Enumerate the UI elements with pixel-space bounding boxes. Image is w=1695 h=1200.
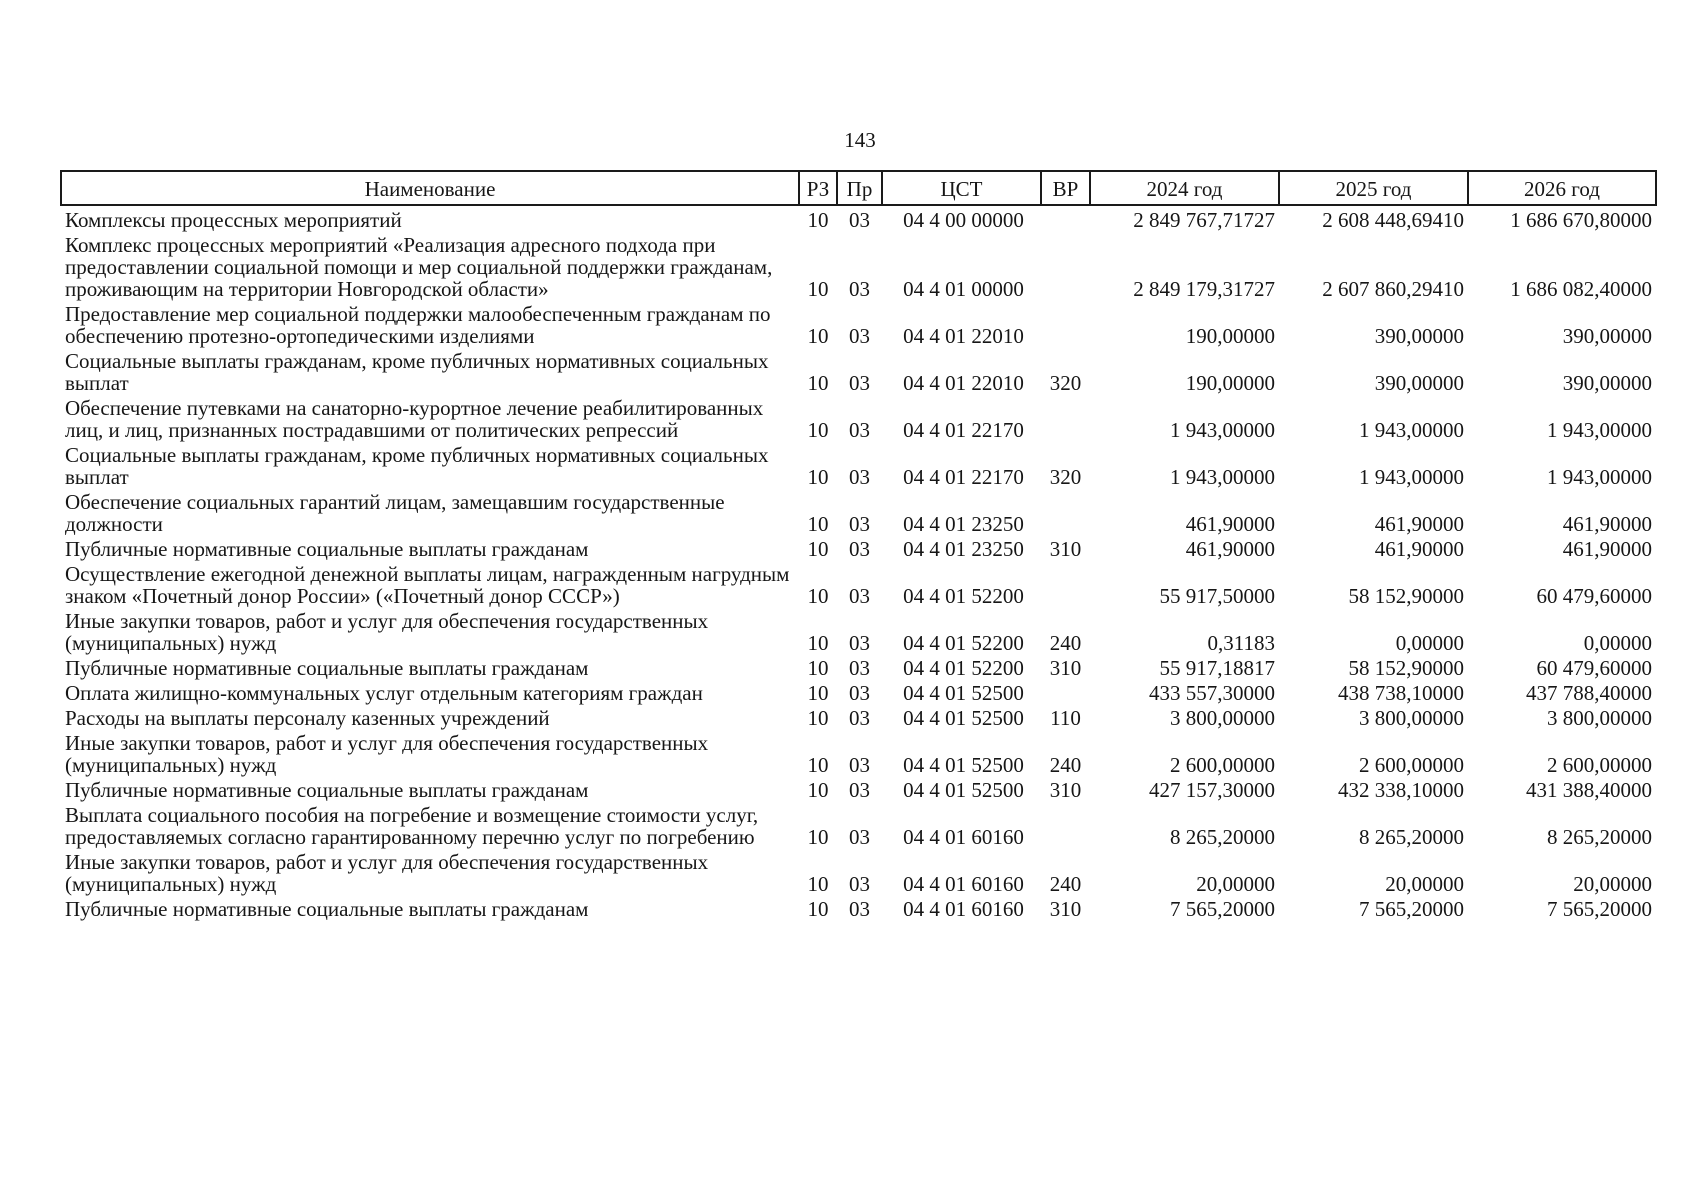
header-cst: ЦСТ <box>882 171 1041 205</box>
table-row <box>61 895 1656 920</box>
row-vr <box>1041 560 1090 607</box>
row-amount-2025: 2 607 860,29410 <box>1322 277 1464 301</box>
row-pr: 03 <box>849 681 870 705</box>
row-rz: 10 <box>807 872 829 896</box>
row-amount-2024: 2 600,00000 <box>1170 753 1275 777</box>
header-2026: 2026 год <box>1468 171 1656 205</box>
row-rz: 10 <box>807 537 829 561</box>
page-number: 143 <box>844 128 876 152</box>
row-amount-2025: 390,00000 <box>1374 324 1464 348</box>
table-row <box>61 300 1656 347</box>
row-amount-2026: 390,00000 <box>1562 371 1652 395</box>
header-row <box>61 171 1656 205</box>
row-cst: 04 4 01 60160 <box>903 825 1024 849</box>
row-pr: 03 <box>849 418 870 442</box>
row-amount-2026: 431 388,40000 <box>1526 778 1652 802</box>
row-name: Обеспечение социальных гарантий лицам, замещавшим государственные должности <box>65 490 725 536</box>
row-rz: 10 <box>807 631 829 655</box>
row-name: Обеспечение путевками на санаторно-курортное лечение реабилитированных лиц, и лиц, признанных пострадавшими от политических репрессий <box>65 396 764 442</box>
row-cst: 04 4 01 52500 <box>903 681 1024 705</box>
row-name: Оплата жилищно-коммунальных услуг отдельным категориям граждан <box>65 681 703 705</box>
row-name: Иные закупки товаров, работ и услуг для обеспечения государственных (муниципальных) нужд <box>65 609 709 655</box>
row-pr: 03 <box>849 584 870 608</box>
row-amount-2025: 1 943,00000 <box>1359 465 1464 489</box>
row-amount-2026: 1 943,00000 <box>1547 418 1652 442</box>
row-rz: 10 <box>807 512 829 536</box>
row-pr: 03 <box>849 537 870 561</box>
row-amount-2024: 55 917,18817 <box>1159 656 1275 680</box>
row-pr: 03 <box>849 208 870 232</box>
row-amount-2026: 2 600,00000 <box>1547 753 1652 777</box>
row-amount-2024: 3 800,00000 <box>1170 706 1275 730</box>
row-rz: 10 <box>807 418 829 442</box>
row-vr: 110 <box>1050 706 1081 730</box>
row-vr <box>1041 679 1090 704</box>
row-name: Комплексы процессных мероприятий <box>65 208 402 232</box>
row-pr: 03 <box>849 872 870 896</box>
row-amount-2025: 2 600,00000 <box>1359 753 1464 777</box>
row-amount-2024: 55 917,50000 <box>1159 584 1275 608</box>
row-vr <box>1041 205 1090 231</box>
row-name: Осуществление ежегодной денежной выплаты лицам, награжденным нагрудным знаком «Почетный донор России» («Почетный донор СССР») <box>65 562 790 608</box>
row-amount-2026: 437 788,40000 <box>1526 681 1652 705</box>
row-amount-2024: 7 565,20000 <box>1170 897 1275 921</box>
row-amount-2026: 461,90000 <box>1562 537 1652 561</box>
row-rz: 10 <box>807 465 829 489</box>
row-rz: 10 <box>807 897 829 921</box>
row-name: Иные закупки товаров, работ и услуг для обеспечения государственных (муниципальных) нужд <box>65 850 709 896</box>
row-amount-2026: 1 943,00000 <box>1547 465 1652 489</box>
row-amount-2024: 461,90000 <box>1185 537 1275 561</box>
row-amount-2026: 8 265,20000 <box>1547 825 1652 849</box>
row-amount-2024: 8 265,20000 <box>1170 825 1275 849</box>
row-name: Публичные нормативные социальные выплаты гражданам <box>65 778 589 802</box>
row-rz: 10 <box>807 681 829 705</box>
row-amount-2026: 1 686 082,40000 <box>1510 277 1652 301</box>
row-amount-2025: 58 152,90000 <box>1348 584 1464 608</box>
row-amount-2026: 0,00000 <box>1583 631 1652 655</box>
row-amount-2024: 461,90000 <box>1185 512 1275 536</box>
row-vr: 310 <box>1049 897 1082 921</box>
row-cst: 04 4 01 22010 <box>903 324 1024 348</box>
row-pr: 03 <box>849 324 870 348</box>
row-pr: 03 <box>849 778 870 802</box>
row-amount-2026: 461,90000 <box>1562 512 1652 536</box>
row-vr: 240 <box>1049 631 1082 655</box>
row-name: Иные закупки товаров, работ и услуг для обеспечения государственных (муниципальных) нужд <box>65 731 709 777</box>
row-amount-2025: 438 738,10000 <box>1338 681 1464 705</box>
table-row <box>61 607 1656 654</box>
row-rz: 10 <box>807 371 829 395</box>
row-cst: 04 4 01 52200 <box>903 631 1024 655</box>
row-cst: 04 4 01 23250 <box>903 512 1024 536</box>
row-name: Социальные выплаты гражданам, кроме публичных нормативных социальных выплат <box>65 443 769 489</box>
row-rz: 10 <box>807 584 829 608</box>
table-row <box>61 560 1656 607</box>
row-amount-2025: 0,00000 <box>1395 631 1464 655</box>
table-row <box>61 488 1656 535</box>
budget-table <box>60 170 1657 920</box>
row-amount-2025: 1 943,00000 <box>1359 418 1464 442</box>
row-cst: 04 4 01 00000 <box>903 277 1024 301</box>
row-cst: 04 4 01 23250 <box>903 537 1024 561</box>
row-cst: 04 4 01 22170 <box>903 418 1024 442</box>
row-amount-2026: 60 479,60000 <box>1536 656 1652 680</box>
table-row <box>61 441 1656 488</box>
row-vr: 240 <box>1049 872 1082 896</box>
row-rz: 10 <box>807 324 829 348</box>
row-vr <box>1041 801 1090 848</box>
row-cst: 04 4 01 52200 <box>903 656 1024 680</box>
row-amount-2024: 1 943,00000 <box>1170 418 1275 442</box>
row-amount-2025: 7 565,20000 <box>1359 897 1464 921</box>
row-rz: 10 <box>807 825 829 849</box>
row-vr: 240 <box>1049 753 1082 777</box>
row-amount-2024: 1 943,00000 <box>1170 465 1275 489</box>
row-amount-2025: 2 608 448,69410 <box>1322 208 1464 232</box>
row-pr: 03 <box>849 706 870 730</box>
table-row <box>61 801 1656 848</box>
row-cst: 04 4 01 22010 <box>903 371 1024 395</box>
row-rz: 10 <box>807 656 829 680</box>
row-pr: 03 <box>849 825 870 849</box>
row-vr <box>1041 300 1090 347</box>
row-cst: 04 4 01 22170 <box>903 465 1024 489</box>
row-amount-2024: 2 849 767,71727 <box>1133 208 1275 232</box>
header-name: Наименование <box>61 171 799 205</box>
row-pr: 03 <box>849 656 870 680</box>
table-row <box>61 205 1656 231</box>
table-row <box>61 231 1656 300</box>
row-amount-2026: 60 479,60000 <box>1536 584 1652 608</box>
row-amount-2025: 20,00000 <box>1385 872 1464 896</box>
row-name: Публичные нормативные социальные выплаты гражданам <box>65 656 589 680</box>
row-cst: 04 4 01 52200 <box>903 584 1024 608</box>
row-vr: 310 <box>1049 656 1082 680</box>
table-header <box>61 171 1656 205</box>
row-vr: 320 <box>1049 371 1082 395</box>
row-pr: 03 <box>849 897 870 921</box>
header-pr: Пр <box>837 171 882 205</box>
row-vr <box>1041 488 1090 535</box>
row-amount-2025: 432 338,10000 <box>1338 778 1464 802</box>
row-amount-2025: 461,90000 <box>1374 537 1464 561</box>
row-name: Публичные нормативные социальные выплаты гражданам <box>65 897 589 921</box>
row-amount-2024: 0,31183 <box>1207 631 1275 655</box>
table-row <box>61 394 1656 441</box>
row-cst: 04 4 01 52500 <box>903 753 1024 777</box>
row-vr: 320 <box>1049 465 1082 489</box>
row-name: Предоставление мер социальной поддержки малообеспеченным гражданам по обеспечению протезно-ортопедическими изделиями <box>65 302 771 348</box>
row-pr: 03 <box>849 631 870 655</box>
row-cst: 04 4 01 52500 <box>903 706 1024 730</box>
header-vr: ВР <box>1041 171 1090 205</box>
row-amount-2024: 190,00000 <box>1185 371 1275 395</box>
table-row <box>61 776 1656 801</box>
row-amount-2025: 3 800,00000 <box>1359 706 1464 730</box>
row-pr: 03 <box>849 277 870 301</box>
row-vr: 310 <box>1049 537 1082 561</box>
row-cst: 04 4 01 60160 <box>903 872 1024 896</box>
row-amount-2024: 190,00000 <box>1185 324 1275 348</box>
row-rz: 10 <box>807 706 829 730</box>
row-amount-2024: 433 557,30000 <box>1149 681 1275 705</box>
row-amount-2024: 20,00000 <box>1196 872 1275 896</box>
row-vr <box>1041 231 1090 300</box>
table-row <box>61 654 1656 679</box>
row-name: Публичные нормативные социальные выплаты гражданам <box>65 537 589 561</box>
table-row <box>61 679 1656 704</box>
header-2024: 2024 год <box>1090 171 1279 205</box>
row-amount-2025: 58 152,90000 <box>1348 656 1464 680</box>
row-amount-2024: 427 157,30000 <box>1149 778 1275 802</box>
row-name: Социальные выплаты гражданам, кроме публичных нормативных социальных выплат <box>65 349 769 395</box>
header-2025: 2025 год <box>1279 171 1468 205</box>
row-cst: 04 4 01 52500 <box>903 778 1024 802</box>
row-amount-2026: 390,00000 <box>1562 324 1652 348</box>
header-rz: РЗ <box>799 171 837 205</box>
table-row <box>61 704 1656 729</box>
row-amount-2026: 3 800,00000 <box>1547 706 1652 730</box>
row-name: Расходы на выплаты персоналу казенных учреждений <box>65 706 550 730</box>
row-pr: 03 <box>849 753 870 777</box>
table-row <box>61 347 1656 394</box>
row-pr: 03 <box>849 512 870 536</box>
row-rz: 10 <box>807 208 829 232</box>
row-amount-2025: 461,90000 <box>1374 512 1464 536</box>
row-amount-2024: 2 849 179,31727 <box>1133 277 1275 301</box>
row-pr: 03 <box>849 371 870 395</box>
row-cst: 04 4 00 00000 <box>903 208 1024 232</box>
row-amount-2026: 1 686 670,80000 <box>1510 208 1652 232</box>
row-vr <box>1041 394 1090 441</box>
table-row <box>61 848 1656 895</box>
row-name: Выплата социального пособия на погребение и возмещение стоимости услуг, предоставляемых согласно гарантированному перечню услуг по погребению <box>65 803 759 849</box>
row-pr: 03 <box>849 465 870 489</box>
row-rz: 10 <box>807 778 829 802</box>
row-name: Комплекс процессных мероприятий «Реализация адресного подхода при предоставлении социальной помощи и мер социальной поддержки гражданам, проживающим на территории Новгородской области» <box>65 233 773 301</box>
row-rz: 10 <box>807 753 829 777</box>
row-amount-2026: 20,00000 <box>1573 872 1652 896</box>
row-amount-2025: 390,00000 <box>1374 371 1464 395</box>
table-body <box>61 205 1656 920</box>
row-rz: 10 <box>807 277 829 301</box>
row-amount-2025: 8 265,20000 <box>1359 825 1464 849</box>
row-amount-2026: 7 565,20000 <box>1547 897 1652 921</box>
table-row <box>61 535 1656 560</box>
row-cst: 04 4 01 60160 <box>903 897 1024 921</box>
table-row <box>61 729 1656 776</box>
row-vr: 310 <box>1049 778 1082 802</box>
